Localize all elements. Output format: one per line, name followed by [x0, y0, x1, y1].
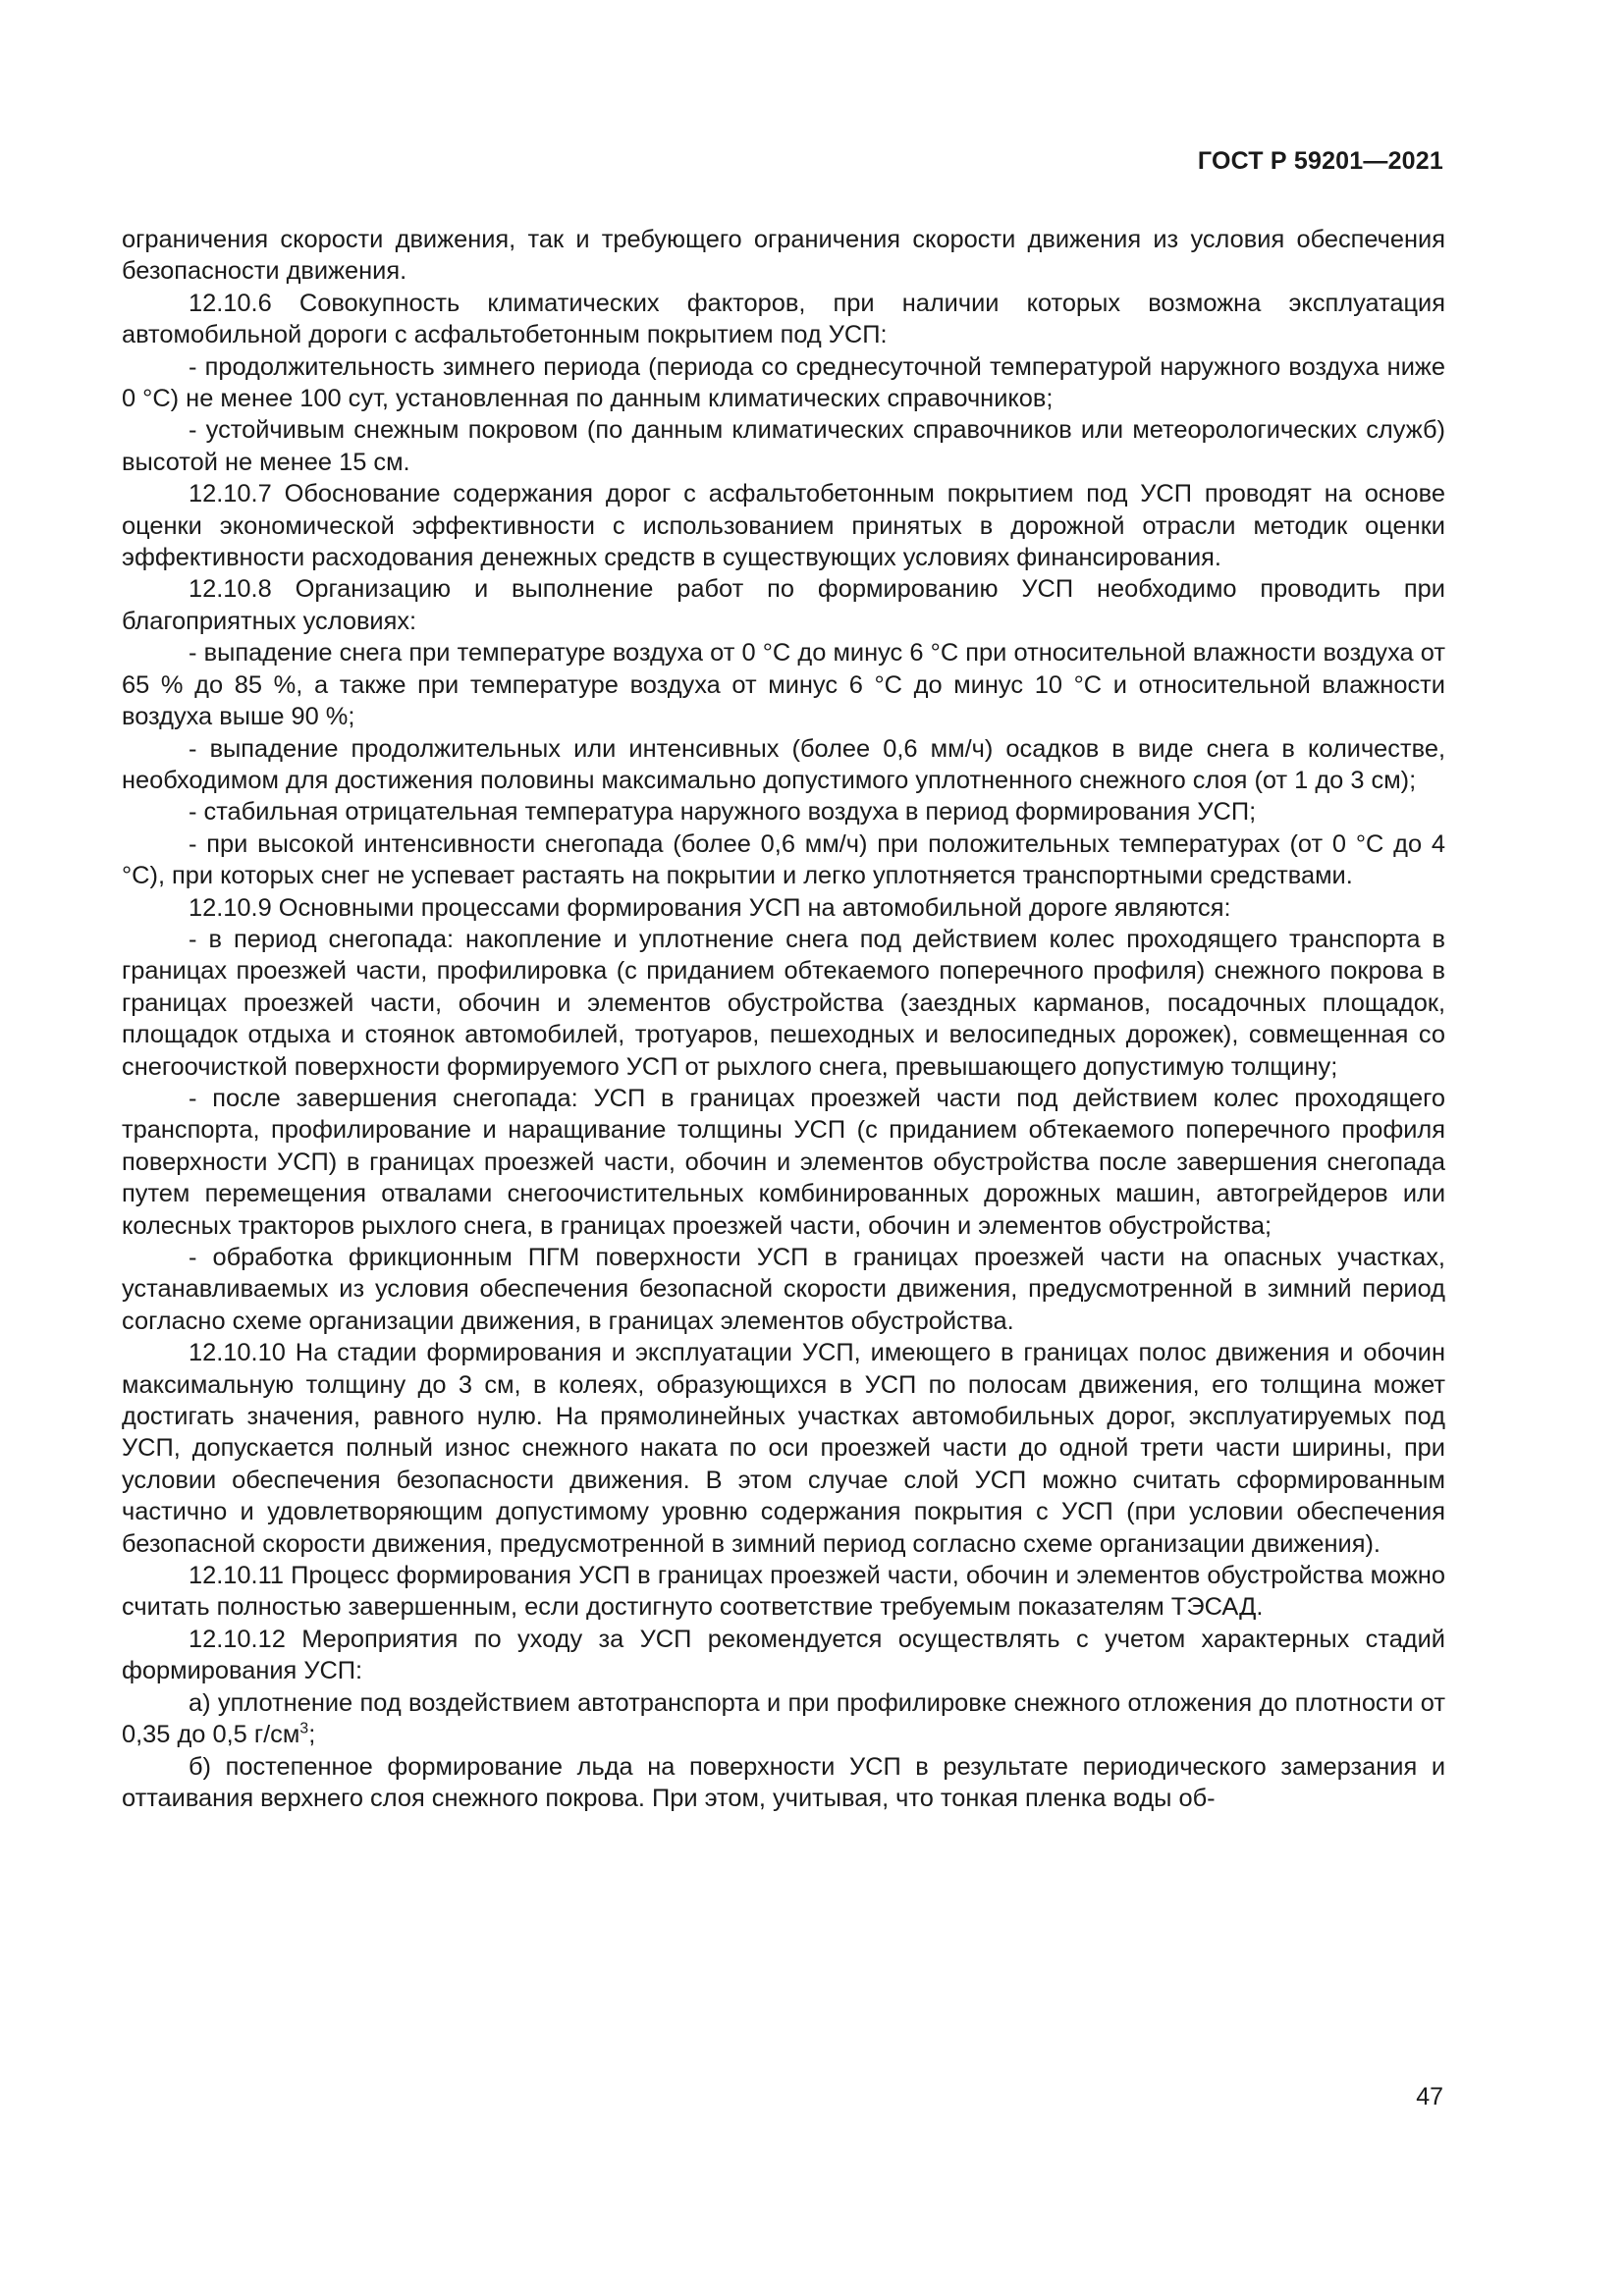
list-item: - выпадение продолжительных или интенсивных (более 0,6 мм/ч) осадков в виде снега в количестве, необходимом для достижения половины максимально допустимого уплотненного снежного слоя (от 1 до 3 см); [122, 734, 1445, 794]
paragraph-12-10-10: 12.10.10 На стадии формирования и эксплуатации УСП, имеющего в границах полос движения и обочин максимальную толщину до 3 см, в колеях, образующихся в УСП по полосам движения, его толщина может достигать значения, равного нулю. На прямолинейных участках автомобильных дорог, эксплуатируемых под УСП, допускается полный износ снежного наката по оси проезжей части до одной трети части ширины, при условии обеспечения безопасности движения. В этом случае слой УСП можно считать сформированным частично и удовлетворяющим допустимому уровню содержания покрытия с УСП (при условии обеспечения безопасной скорости движения, предусмотренной в зимний период согласно схеме организации движения). [122, 1339, 1445, 1558]
superscript: 3 [299, 1720, 309, 1737]
list-item: - после завершения снегопада: УСП в границах проезжей части под действием колес проходящего транспорта, профилирование и наращивание толщины УСП (с приданием обтекаемого поперечного профиля поверхности УСП) в границах проезжей части, обочин и элементов обустройства после завершения снегопада путем перемещения отвалами снегоочистительных комбинированных дорожных машин, автогрейдеров или колесных тракторов рыхлого снега, в границах проезжей части, обочин и элементов обустройства; [122, 1084, 1445, 1240]
paragraph-continuation: ограничения скорости движения, так и требующего ограничения скорости движения из условия обеспечения безопасности движения. [122, 226, 1445, 286]
list-item-a-text: а) уплотнение под воздействием автотранспорта и при профилировке снежного отложения до плотности от 0,35 до 0,5 г/см [122, 1688, 1445, 1749]
paragraph-12-10-12: 12.10.12 Мероприятия по уходу за УСП рекомендуется осуществлять с учетом характерных стадий формирования УСП: [122, 1625, 1445, 1685]
list-item: - продолжительность зимнего периода (периода со среднесуточной температурой наружного воздуха ниже 0 °С) не менее 100 сут, установленная по данным климатических справочников; [122, 352, 1445, 413]
paragraph-12-10-7: 12.10.7 Обоснование содержания дорог с асфальтобетонным покрытием под УСП проводят на основе оценки экономической эффективности с использованием принятых в дорожной отрасли методик оценки эффективности расходования денежных средств в существующих условиях финансирования. [122, 480, 1445, 572]
list-item-b: б) постепенное формирование льда на поверхности УСП в результате периодического замерзания и оттаивания верхнего слоя снежного покрова. При этом, учитывая, что тонкая пленка воды об- [122, 1752, 1445, 1812]
list-item: - устойчивым снежным покровом (по данным климатических справочников или метеорологических служб) высотой не менее 15 см. [122, 416, 1445, 476]
paragraph-12-10-6: 12.10.6 Совокупность климатических факторов, при наличии которых возможна эксплуатация автомобильной дороги с асфальтобетонным покрытием под УСП: [122, 289, 1445, 349]
paragraph-12-10-9: 12.10.9 Основными процессами формирования УСП на автомобильной дороге являются: [189, 893, 1231, 922]
document-body [122, 224, 1445, 1814]
paragraph-12-10-11: 12.10.11 Процесс формирования УСП в границах проезжей части, обочин и элементов обустройства можно считать полностью завершенным, если достигнуто соответствие требуемым показателям ТЭСАД. [122, 1562, 1445, 1622]
list-item-a-tail: ; [308, 1721, 316, 1749]
list-item: - в период снегопада: накопление и уплотнение снега под действием колес проходящего транспорта в границах проезжей части, профилировка (с приданием обтекаемого поперечного профиля) снежного покрова в границах проезжей части, обочин и элементов обустройства (заездных карманов, посадочных площадок, площадок отдыха и стоянок автомобилей, тротуаров, пешеходных и велосипедных дорожек), совмещенная со снегоочисткой поверхности формируемого УСП от рыхлого снега, превышающего допустимую толщину; [122, 925, 1445, 1081]
page-number: 47 [1416, 2083, 1443, 2110]
document-header: ГОСТ Р 59201—2021 [1197, 147, 1443, 175]
list-item-a [122, 1687, 1445, 1751]
list-item: - обработка фрикционным ПГМ поверхности УСП в границах проезжей части на опасных участках, устанавливаемых из условия обеспечения безопасной скорости движения, предусмотренной в зимний период согласно схеме организации движения, в границах элементов обустройства. [122, 1244, 1445, 1335]
list-item: - стабильная отрицательная температура наружного воздуха в период формирования УСП; [189, 798, 1257, 827]
paragraph-12-10-8: 12.10.8 Организацию и выполнение работ по формированию УСП необходимо проводить при благоприятных условиях: [122, 575, 1445, 635]
list-item: - при высокой интенсивности снегопада (более 0,6 мм/ч) при положительных температурах (от 0 °С до 4 °С), при которых снег не успевает растаять на покрытии и легко уплотняется транспортными средствами. [122, 829, 1445, 890]
list-item: - выпадение снега при температуре воздуха от 0 °С до минус 6 °С при относительной влажности воздуха от 65 % до 85 %, а также при температуре воздуха от минус 6 °С до минус 10 °С и относительной влажности воздуха выше 90 %; [122, 639, 1445, 731]
